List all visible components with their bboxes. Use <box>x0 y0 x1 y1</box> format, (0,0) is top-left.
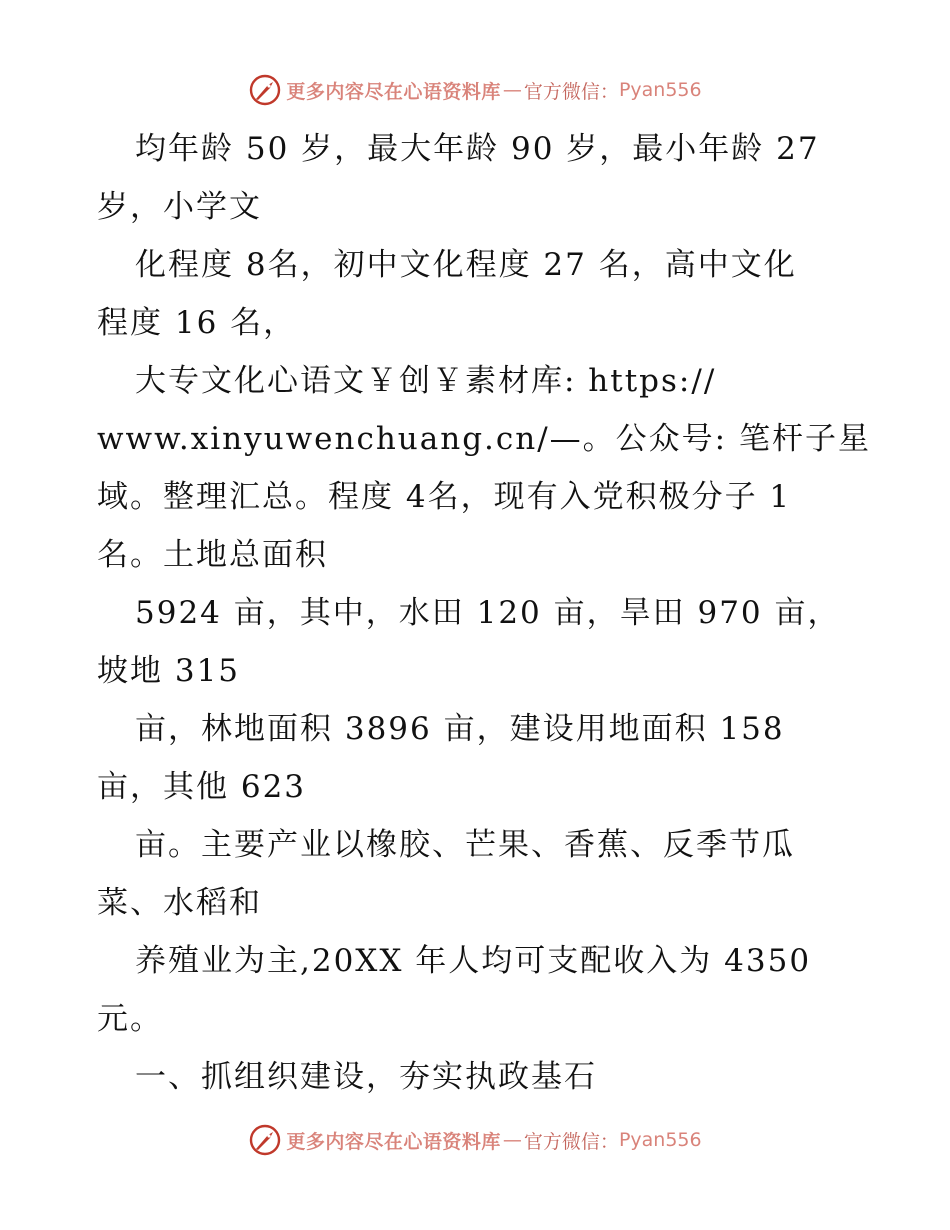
banner-dash: — <box>502 1129 522 1151</box>
body-line: 化程度 8名，初中文化程度 27 名，高中文化 <box>135 247 797 283</box>
banner-site-text: 更多内容尽在心语资料库 <box>286 80 501 103</box>
footer-banner <box>0 1120 950 1160</box>
body-line: 均年龄 50 岁，最大年龄 90 岁，最小年龄 27 <box>135 131 820 167</box>
body-line: www.xinyuwenchuang.cn/—。公众号: 笔杆子星 <box>97 421 871 457</box>
body-line: 亩，林地面积 3896 亩，建设用地面积 158 <box>135 711 785 747</box>
banner-wechat-label: 官方微信： <box>523 80 619 103</box>
banner-wechat-id: Pyan556 <box>618 1129 702 1151</box>
body-line: 亩。主要产业以橡胶、芒果、香蕉、反季节瓜 <box>135 827 795 863</box>
body-line: 养殖业为主,20XX 年人均可支配收入为 4350 <box>135 943 812 979</box>
pen-nib-logo-icon <box>248 73 282 107</box>
body-line: 亩，其他 623 <box>97 769 307 805</box>
body-line: 菜、水稻和 <box>97 885 262 921</box>
section-heading: 一、抓组织建设，夯实执政基石 <box>135 1059 597 1095</box>
body-line: 大专文化心语文￥创￥素材库: https:// <box>135 363 717 399</box>
banner-site-text: 更多内容尽在心语资料库 <box>286 1130 501 1153</box>
banner-wechat-label: 官方微信： <box>523 1130 619 1153</box>
banner-wechat-id: Pyan556 <box>618 79 702 101</box>
body-line: 5924 亩，其中，水田 120 亩，旱田 970 亩， <box>135 595 841 631</box>
body-line: 域。整理汇总。程度 4名，现有入党积极分子 1 <box>97 479 792 515</box>
document-body <box>97 120 871 1106</box>
banner-dash: — <box>502 79 522 101</box>
body-line: 名。土地总面积 <box>97 537 328 573</box>
pen-nib-logo-icon <box>248 1123 282 1157</box>
body-line: 元。 <box>97 1001 163 1037</box>
body-line: 程度 16 名， <box>97 305 297 341</box>
body-line: 坡地 315 <box>97 653 241 689</box>
body-line: 岁，小学文 <box>97 189 262 225</box>
header-banner <box>0 70 950 110</box>
